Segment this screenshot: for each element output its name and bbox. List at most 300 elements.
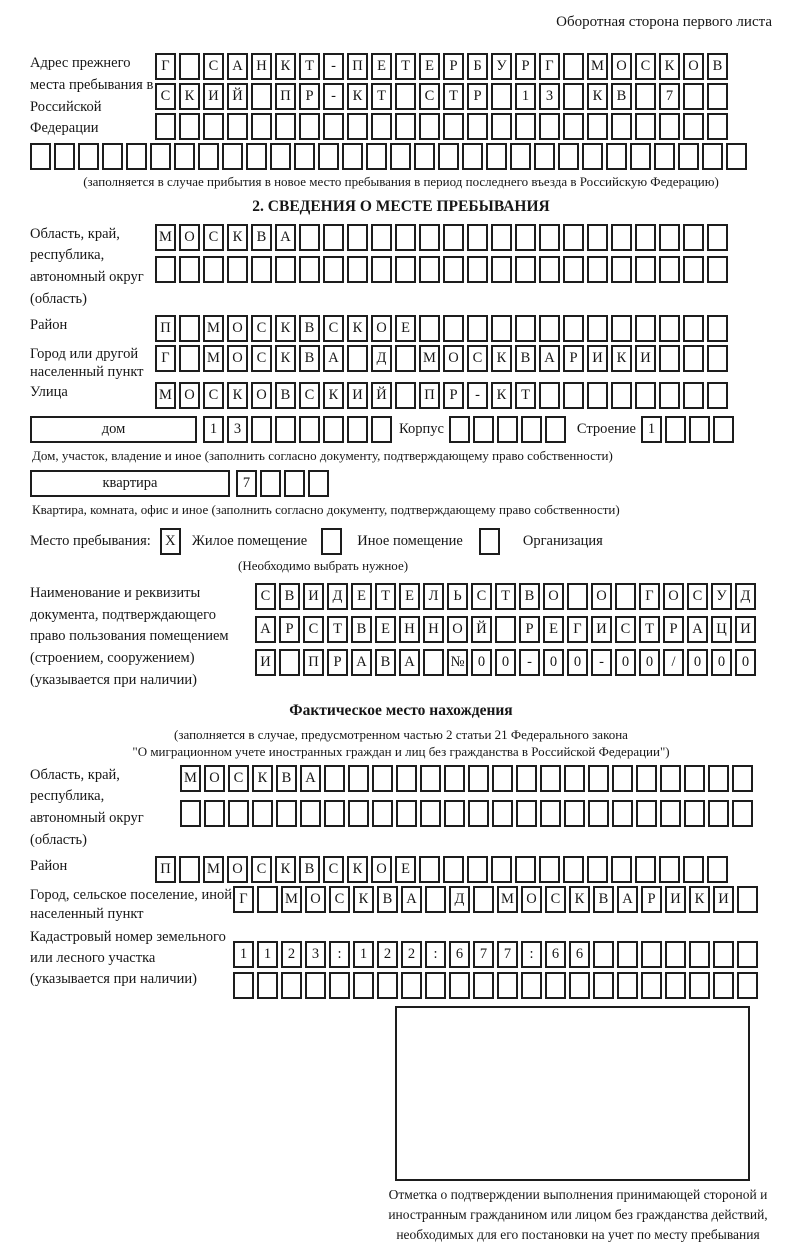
char-cell [308,470,329,497]
char-cell [179,345,200,372]
char-cell [558,143,579,170]
char-cell: С [251,345,272,372]
char-cell: В [377,886,398,913]
prev-address-note: (заполняется в случае прибытия в новое место пребывания в период последнего въезда в Российскую Федерацию) [83,174,719,189]
actual-city-block [30,886,772,924]
char-cell: 0 [495,649,516,676]
char-cell [150,143,171,170]
char-cell [299,256,320,283]
char-cell [497,972,518,999]
char-cell [204,800,225,827]
char-cell [443,256,464,283]
char-cell [654,143,675,170]
char-cell: Р [443,53,464,80]
char-cell: : [425,941,446,968]
char-cell [732,765,753,792]
char-cell [395,345,416,372]
char-cell [636,800,657,827]
char-cell [179,856,200,883]
char-cell [78,143,99,170]
char-cell [635,382,656,409]
char-cell [611,856,632,883]
page-side-note: Оборотная сторона первого листа [556,14,772,30]
char-cell [30,143,51,170]
char-cell [419,856,440,883]
char-cell: А [323,345,344,372]
char-cell [443,224,464,251]
char-cell [347,113,368,140]
char-cell: В [375,649,396,676]
char-cell: Г [233,886,254,913]
char-cell: Д [327,583,348,610]
char-cell: О [447,616,468,643]
char-cell: И [713,886,734,913]
char-cell [660,765,681,792]
char-cell: С [471,583,492,610]
char-cell: И [591,616,612,643]
char-cell [276,800,297,827]
char-cell: Т [327,616,348,643]
char-cell [587,256,608,283]
char-cell [564,800,585,827]
char-cell: В [593,886,614,913]
char-cell: И [347,382,368,409]
char-cell [155,113,176,140]
char-cell [659,224,680,251]
char-cell [588,800,609,827]
char-cell [395,83,416,110]
char-cell [449,416,470,443]
char-cell [713,416,734,443]
char-cell [539,113,560,140]
char-cell [420,765,441,792]
char-cell: К [347,856,368,883]
char-cell: Е [419,53,440,80]
char-cell [683,256,704,283]
char-cell [347,256,368,283]
char-cell: К [227,382,248,409]
char-cell: С [635,53,656,80]
char-cell [737,886,758,913]
char-cell [641,941,662,968]
char-cell [372,800,393,827]
char-cell [251,416,272,443]
char-cell [611,256,632,283]
char-cell: 1 [203,416,224,443]
char-cell: - [519,649,540,676]
char-cell [683,315,704,342]
char-cell: : [521,941,542,968]
char-cell [630,143,651,170]
char-cell: С [203,382,224,409]
char-cell [588,765,609,792]
char-cell: Т [495,583,516,610]
char-cell [491,224,512,251]
char-cell: В [519,583,540,610]
actual-location-note-2: "О миграционном учете иностранных граждан и лиц без гражданства в Российской Федерации") [132,744,670,760]
char-cell: С [228,765,249,792]
char-cell [366,143,387,170]
char-cell: 1 [257,941,278,968]
char-cell [284,470,305,497]
char-cell: М [587,53,608,80]
stay-place-note: (Необходимо выбрать нужное) [238,558,409,574]
char-cell: У [491,53,512,80]
char-cell [683,345,704,372]
char-cell: С [303,616,324,643]
char-cell [539,382,560,409]
char-cell [443,315,464,342]
char-cell [54,143,75,170]
char-cell [665,941,686,968]
actual-city-row [233,886,761,913]
char-cell [707,224,728,251]
char-cell: 0 [711,649,732,676]
house-block [30,416,772,446]
prev-address-row-4 [30,143,772,170]
region-row-2 [155,256,731,283]
char-cell: С [251,315,272,342]
char-cell: К [275,856,296,883]
district-block [30,315,772,345]
house-cells [203,416,395,443]
char-cell [683,224,704,251]
char-cell: К [587,83,608,110]
char-cell [467,856,488,883]
char-cell [707,256,728,283]
char-cell: А [227,53,248,80]
char-cell [294,143,315,170]
char-cell [617,941,638,968]
city-label: Город или другой населенный пункт [30,345,144,381]
char-cell [371,113,392,140]
char-cell [635,256,656,283]
char-cell: К [611,345,632,372]
char-cell: О [543,583,564,610]
char-cell: П [303,649,324,676]
option-residential-label: Жилое помещение [191,533,308,550]
char-cell [563,856,584,883]
char-cell [353,972,374,999]
char-cell [635,315,656,342]
actual-district-label: Район [30,857,68,874]
char-cell: У [711,583,732,610]
char-cell [611,382,632,409]
char-cell: С [299,382,320,409]
district-label: Район [30,316,68,333]
char-cell: Е [351,583,372,610]
char-cell: 6 [449,941,470,968]
char-cell [606,143,627,170]
actual-district-row [155,856,731,883]
char-cell [486,143,507,170]
char-cell [395,224,416,251]
char-cell [155,256,176,283]
char-cell [419,113,440,140]
char-cell [299,416,320,443]
section2-title: 2. СВЕДЕНИЯ О МЕСТЕ ПРЕБЫВАНИЯ [252,197,550,215]
char-cell: В [515,345,536,372]
char-cell [732,800,753,827]
char-cell [419,315,440,342]
char-cell: М [155,382,176,409]
char-cell: М [497,886,518,913]
char-cell [563,382,584,409]
char-cell [318,143,339,170]
char-cell [564,765,585,792]
char-cell [270,143,291,170]
char-cell: - [323,53,344,80]
actual-location-title: Фактическое место нахождения [289,701,513,719]
char-cell: Ц [711,616,732,643]
char-cell: С [323,315,344,342]
char-cell [659,113,680,140]
char-cell [473,972,494,999]
char-cell [563,315,584,342]
char-cell [563,256,584,283]
char-cell: В [251,224,272,251]
char-cell: Р [467,83,488,110]
char-cell [423,649,444,676]
char-cell: Г [539,53,560,80]
prev-address-row-3 [155,113,731,140]
char-cell: О [251,382,272,409]
region-rows [155,224,731,286]
char-cell [713,972,734,999]
char-cell [395,256,416,283]
char-cell [611,113,632,140]
char-cell [683,83,704,110]
char-cell: Л [423,583,444,610]
char-cell [347,345,368,372]
char-cell [617,972,638,999]
char-cell: М [203,345,224,372]
char-cell [635,113,656,140]
char-cell [323,224,344,251]
char-cell [611,224,632,251]
actual-region-row-1 [180,765,756,792]
char-cell [324,765,345,792]
char-cell [305,972,326,999]
document-rows [255,583,759,682]
actual-location-note-1: (заполняется в случае, предусмотренном частью 2 статьи 21 Федерального закона [174,726,628,742]
char-cell [665,416,686,443]
apartment-label-box: квартира [30,470,230,497]
char-cell: О [227,315,248,342]
region-row-1 [155,224,731,251]
char-cell: Р [443,382,464,409]
stroenie-label: Строение [576,421,636,438]
char-cell [611,315,632,342]
char-cell [615,583,636,610]
char-cell: Р [563,345,584,372]
char-cell: Д [371,345,392,372]
street-label: Улица [30,384,68,401]
char-cell [492,765,513,792]
char-cell: 3 [539,83,560,110]
cadastral-row-2 [233,972,761,999]
char-cell [539,256,560,283]
char-cell: Е [399,583,420,610]
city-block [30,345,772,383]
char-cell [371,256,392,283]
char-cell [563,53,584,80]
house-note: Дом, участок, владение и иное (заполнить согласно документу, подтверждающему право собственности) [32,448,613,464]
char-cell [587,224,608,251]
char-cell [491,315,512,342]
char-cell [491,256,512,283]
char-cell [126,143,147,170]
char-cell [540,800,561,827]
char-cell: М [180,765,201,792]
char-cell [702,143,723,170]
char-cell [593,941,614,968]
char-cell [708,800,729,827]
char-cell: Т [395,53,416,80]
char-cell: Д [449,886,470,913]
char-cell [491,113,512,140]
char-cell: Т [443,83,464,110]
street-row [155,382,731,409]
char-cell [678,143,699,170]
char-cell: Е [395,315,416,342]
actual-district-block [30,856,772,886]
char-cell [563,113,584,140]
char-cell: О [611,53,632,80]
char-cell: - [323,83,344,110]
char-cell [102,143,123,170]
char-cell [659,856,680,883]
checkbox-residential: X [160,528,181,555]
char-cell [251,256,272,283]
char-cell: Г [155,345,176,372]
char-cell [347,416,368,443]
char-cell: 1 [233,941,254,968]
stamp-box [395,1006,750,1181]
char-cell [342,143,363,170]
char-cell [252,800,273,827]
char-cell [545,416,566,443]
char-cell [707,113,728,140]
char-cell: Т [375,583,396,610]
char-cell: К [275,53,296,80]
char-cell: К [491,345,512,372]
char-cell: П [419,382,440,409]
char-cell: М [419,345,440,372]
char-cell: О [683,53,704,80]
char-cell: 1 [515,83,536,110]
actual-region-rows [180,765,756,830]
char-cell [228,800,249,827]
actual-city-label: Город, сельское поселение, иной населенный пункт [30,886,233,922]
char-cell: В [279,583,300,610]
char-cell: 0 [735,649,756,676]
char-cell: И [303,583,324,610]
char-cell: С [255,583,276,610]
char-cell [473,886,494,913]
char-cell: Е [543,616,564,643]
char-cell [275,416,296,443]
cadastral-row-1 [233,941,761,968]
char-cell [707,83,728,110]
actual-region-label: Область, край, республика, автономный округ (область) [30,766,144,848]
char-cell [521,416,542,443]
char-cell [726,143,747,170]
char-cell [491,856,512,883]
char-cell: Е [395,856,416,883]
char-cell [300,800,321,827]
char-cell [227,256,248,283]
char-cell [683,856,704,883]
char-cell: : [329,941,350,968]
char-cell [612,765,633,792]
char-cell: Н [251,53,272,80]
cadastral-block [30,927,772,1002]
char-cell [516,765,537,792]
region-label: Область, край, республика, автономный округ (область) [30,225,144,307]
char-cell [689,972,710,999]
char-cell: С [615,616,636,643]
char-cell: О [521,886,542,913]
char-cell [684,800,705,827]
char-cell [467,113,488,140]
char-cell: О [443,345,464,372]
char-cell: Р [515,53,536,80]
actual-region-row-2 [180,800,756,827]
char-cell: В [707,53,728,80]
char-cell [348,765,369,792]
district-row [155,315,731,342]
char-cell [179,315,200,342]
char-cell [233,972,254,999]
char-cell [203,113,224,140]
char-cell: О [591,583,612,610]
char-cell [515,256,536,283]
char-cell [635,856,656,883]
region-block [30,224,772,311]
stay-place-row [30,528,772,555]
char-cell: С [329,886,350,913]
char-cell: О [227,856,248,883]
apartment-note: Квартира, комната, офис и иное (заполнить согласно документу, подтверждающему право собственности) [32,501,620,517]
char-cell: А [351,649,372,676]
char-cell [707,382,728,409]
char-cell: С [545,886,566,913]
char-cell [198,143,219,170]
char-cell [444,765,465,792]
char-cell: О [305,886,326,913]
char-cell: 2 [281,941,302,968]
char-cell [636,765,657,792]
char-cell: В [276,765,297,792]
char-cell: И [587,345,608,372]
char-cell [462,143,483,170]
char-cell: Й [471,616,492,643]
char-cell [324,800,345,827]
char-cell [420,800,441,827]
char-cell [425,886,446,913]
char-cell [659,382,680,409]
char-cell: А [399,649,420,676]
char-cell [179,53,200,80]
char-cell: А [687,616,708,643]
char-cell [329,972,350,999]
char-cell: 6 [545,941,566,968]
char-cell: К [347,83,368,110]
char-cell: П [275,83,296,110]
option-organization-label: Организация [522,533,603,550]
char-cell [419,224,440,251]
